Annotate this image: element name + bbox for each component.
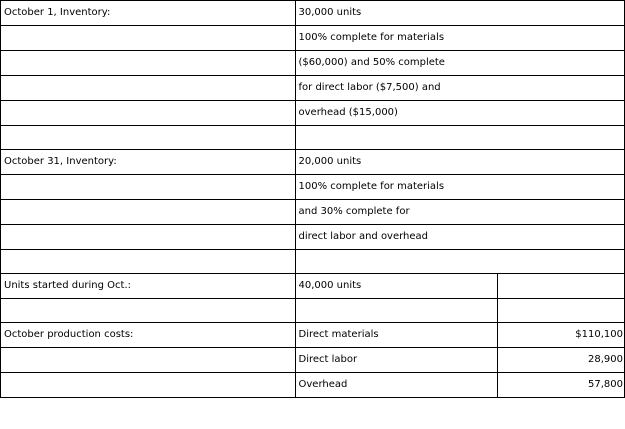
table-row [1, 76, 625, 101]
row-label-cell [1, 225, 296, 250]
row-detail-cell: 40,000 units [295, 274, 498, 299]
row-amount-cell [498, 274, 625, 299]
row-label-cell [1, 348, 296, 373]
table-row [1, 150, 625, 175]
row-label-cell: October production costs: [1, 323, 296, 348]
row-label-cell [1, 76, 296, 101]
table-row [1, 51, 625, 76]
table-body [1, 1, 625, 398]
row-amount-cell [498, 299, 625, 323]
row-amount-cell: 57,800 [498, 373, 625, 398]
row-detail-cell [295, 299, 498, 323]
table-row [1, 126, 625, 150]
row-detail-cell: for direct labor ($7,500) and [295, 76, 624, 101]
row-label-cell [1, 200, 296, 225]
row-detail-cell: Direct materials [295, 323, 498, 348]
row-detail-cell: 20,000 units [295, 150, 624, 175]
table-row [1, 200, 625, 225]
row-detail-cell: ($60,000) and 50% complete [295, 51, 624, 76]
row-amount-cell: $110,100 [498, 323, 625, 348]
row-label-cell [1, 126, 296, 150]
row-detail-cell [295, 250, 624, 274]
row-detail-cell: 100% complete for materials [295, 26, 624, 51]
table-row [1, 175, 625, 200]
table-row [1, 373, 625, 398]
row-label-cell [1, 250, 296, 274]
row-label-cell: Units started during Oct.: [1, 274, 296, 299]
table-row [1, 250, 625, 274]
table-row [1, 101, 625, 126]
row-detail-cell [295, 126, 624, 150]
row-detail-cell: overhead ($15,000) [295, 101, 624, 126]
row-label-cell [1, 299, 296, 323]
row-label-cell: October 31, Inventory: [1, 150, 296, 175]
row-detail-cell: and 30% complete for [295, 200, 624, 225]
table-row [1, 348, 625, 373]
row-label-cell [1, 26, 296, 51]
table-row [1, 26, 625, 51]
table-row [1, 299, 625, 323]
table-row [1, 225, 625, 250]
table-row [1, 274, 625, 299]
row-detail-cell: Overhead [295, 373, 498, 398]
row-label-cell [1, 101, 296, 126]
row-label-cell: October 1, Inventory: [1, 1, 296, 26]
row-amount-cell: 28,900 [498, 348, 625, 373]
row-label-cell [1, 175, 296, 200]
row-detail-cell: direct labor and overhead [295, 225, 624, 250]
row-detail-cell: 30,000 units [295, 1, 624, 26]
table-row [1, 1, 625, 26]
row-label-cell [1, 51, 296, 76]
row-detail-cell: Direct labor [295, 348, 498, 373]
row-detail-cell: 100% complete for materials [295, 175, 624, 200]
table-row [1, 323, 625, 348]
row-label-cell [1, 373, 296, 398]
